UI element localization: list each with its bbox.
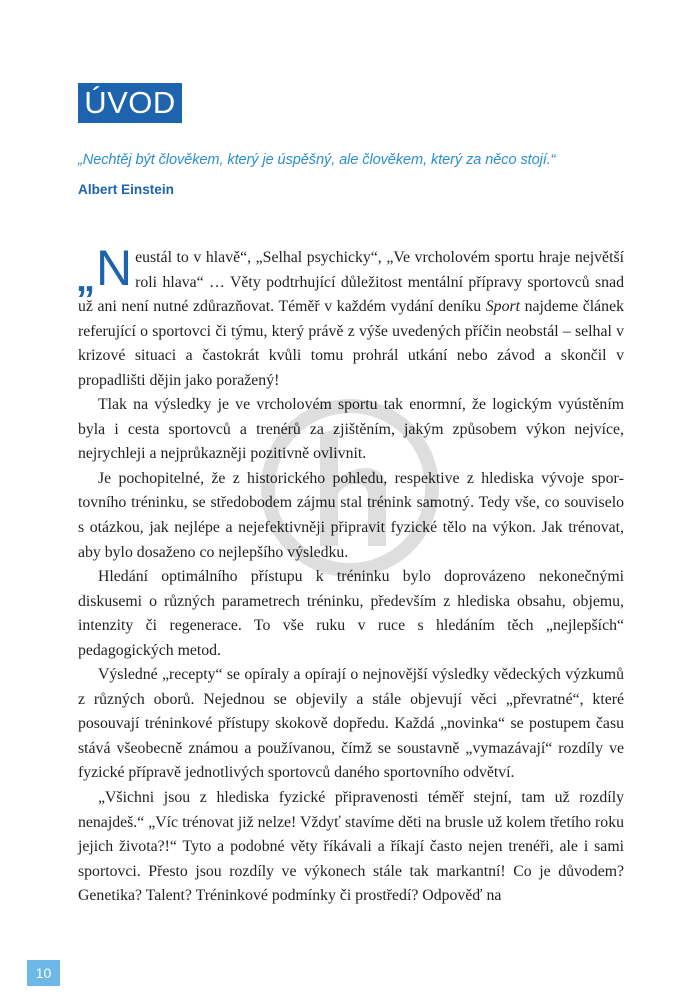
motto-author: Albert Einstein	[78, 182, 174, 197]
paragraph: Tlak na výsledky je ve vrcholovém sportu tak enormní, že logickým vyústěním byla i cesta sportovců a trenérů za zjištěním, jakým způsobem výkon nejvíce, nejrychleji a nejprůkazněji pozitivně ovlivnit.	[78, 396, 624, 463]
paragraph	[76, 240, 624, 393]
chapter-title: ÚVOD	[78, 83, 182, 123]
paragraph: „Všichni jsou z hlediska fyzické připravenosti téměř stejní, tam už rozdíly nenajdeš.“ „Víc trénovat již nelze! Vždyť stavíme děti na brusle už kolem třetího roku jejich života?!“ Tyto a podobné věty říkávali a říkají často nejen trenéři, ale i sami sportovci. Přesto jsou rozdíly ve výkonech stále tak markantní! Co je důvodem? Genetika? Talent? Tréninkové podmínky či prostředí? Odpověď na	[78, 789, 624, 905]
paragraph-text: eustál to v hlavě“, „Selhal psychicky“, „Ve vrcholovém sportu hraje největší roli hlava“ … Věty podtrhující důležitost mentální přípravy sportovců snad už ani není nutné zdůrazňovat. Téměř v každém vydání deníku	[78, 249, 624, 316]
newspaper-title: Sport	[485, 298, 521, 316]
motto-quote: „Nechtěj být člověkem, který je úspěšný, ale člověkem, který za něco stojí.“	[78, 152, 556, 168]
drop-cap	[76, 240, 133, 300]
drop-cap-letter: N	[96, 240, 133, 296]
paragraph: Je pochopitelné, že z historického pohledu, respektive z hlediska vývoje sportovního tréninku, se středobodem zájmu stal trénink samotný. Tedy vše, co souviselo s otázkou, jak nejlépe a nejefektivněji připravit fyzické tělo na výkon. Jak trénovat, aby bylo dosaženo co nejlepšího výsledku.	[78, 469, 624, 561]
paragraph-text: najdeme článek referující o sportovci či týmu, který právě z výše uvedených příčin neobstál – selhal v krizové situaci a častokrát kvůli tomu prohrál utkání nebo závod a skončil v propadlišti dějin jako poražený!	[78, 298, 624, 389]
paragraph: Hledání optimálního přístupu k tréninku bylo doprovázeno nekonečnými diskusemi o různých parametrech tréninku, především z hlediska obsahu, objemu, intenzity či regenerace. To vše ruku v ruce s hledáním těch „nejlepších“ pedagogických metod.	[78, 568, 624, 659]
drop-cap-quote: „	[76, 258, 95, 300]
page-number: 10	[27, 960, 60, 986]
paragraph: Výsledné „recepty“ se opíraly a opírají o nejnovější výsledky vědeckých výzkumů z různých oborů. Nejednou se objevily a stále objevují věci „převratné“, které posouvají tréninkové přístupy skokově dopředu. Každá „novinka“ se postupem času stává všeobecně známou a používanou, čímž se soustavně „vymazávají“ rozdíly ve fyzické přípravě jednotlivých sportovců daného sportovního odvětví.	[78, 666, 624, 782]
body-text	[76, 240, 624, 909]
